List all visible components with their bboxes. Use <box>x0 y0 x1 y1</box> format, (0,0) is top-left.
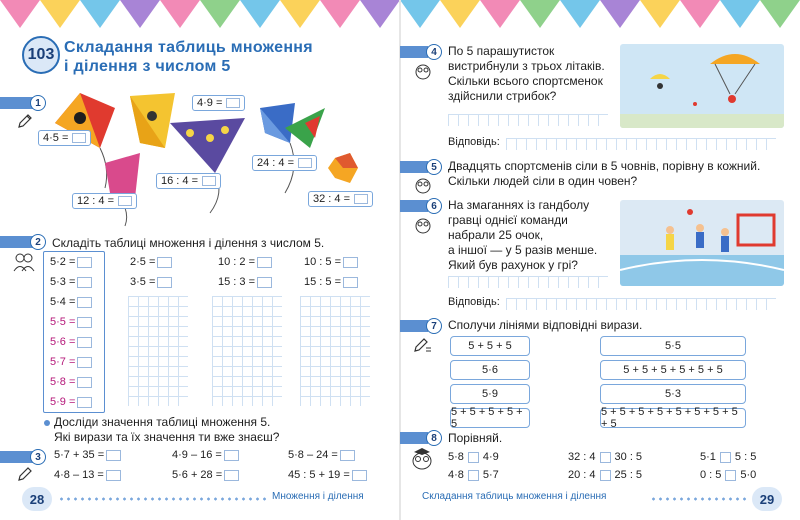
task-4-bar <box>400 46 428 58</box>
kite-expr-5[interactable]: 12 : 4 = <box>72 193 137 209</box>
task-6-line-1: На змаганнях із гандболу <box>448 198 590 212</box>
page-number-left: 28 <box>22 487 52 511</box>
match-left-4[interactable]: 5 + 5 + 5 + 5 + 5 <box>450 408 530 428</box>
task-2-number: 2 <box>30 234 46 250</box>
lesson-number: 103 <box>22 36 60 74</box>
task-4-number: 4 <box>426 44 442 60</box>
task-8-bar <box>400 432 428 444</box>
footer-text-left: Множення і ділення <box>272 491 364 502</box>
t5-col2-grid[interactable] <box>128 296 188 406</box>
compare-1-3[interactable]: 5·1 5 : 5 <box>700 451 757 463</box>
t5-expr-6[interactable]: 5·7 = <box>50 356 92 368</box>
title-line-1: Складання таблиць множення <box>64 39 313 56</box>
task-4-work-grid[interactable] <box>448 114 608 126</box>
task-6-line-4: а іншої — у 5 разів менше. <box>448 243 598 257</box>
task-6-line-2: гравці однієї команди <box>448 213 568 227</box>
match-right-3[interactable]: 5·3 <box>600 384 746 404</box>
title-line-2: і ділення з числом 5 <box>64 58 231 75</box>
task-4-line-3: Скільки всього спортсменок <box>448 74 603 88</box>
task-5-line-1: Двадцять спортсменів сіли в 5 човнів, порівну в кожний. <box>448 159 761 173</box>
task-5-bar <box>400 161 428 173</box>
task-6-number: 6 <box>426 198 442 214</box>
t5-col4-grid[interactable] <box>300 296 370 406</box>
t5-col4-expr-2[interactable]: 15 : 5 = <box>304 276 358 288</box>
owl-icon <box>414 62 432 80</box>
pencil-icon <box>16 112 34 130</box>
task-7-bar <box>400 320 428 332</box>
t3-expr-4[interactable]: 4·8 – 13 = <box>54 469 121 481</box>
task-5-line-2: Скільки людей сіли в один човен? <box>448 174 638 188</box>
match-right-1[interactable]: 5·5 <box>600 336 746 356</box>
page-title <box>64 38 313 76</box>
task-4-answer-label: Відповідь: <box>448 136 500 148</box>
right-page <box>400 0 800 520</box>
kite-expr-1[interactable]: 4·5 = <box>38 130 91 146</box>
task-6-line-5: Який був рахунок у грі? <box>448 258 578 272</box>
task-6-work-grid[interactable] <box>448 276 608 288</box>
match-left-1[interactable]: 5 + 5 + 5 <box>450 336 530 356</box>
kite-expr-6[interactable]: 32 : 4 = <box>308 191 373 207</box>
t3-expr-5[interactable]: 5·6 + 28 = <box>172 469 239 481</box>
task-1-number: 1 <box>30 95 46 111</box>
t5-expr-1[interactable]: 5·2 = <box>50 256 92 268</box>
pair-work-icon <box>12 252 36 272</box>
kite-expr-4[interactable]: 24 : 4 = <box>252 155 317 171</box>
task-4-line-4: здійснили стрибок? <box>448 89 557 103</box>
task-6-answer-grid[interactable] <box>506 298 776 310</box>
task-6-bar <box>400 200 428 212</box>
t5-col2-expr-1[interactable]: 2·5 = <box>130 256 172 268</box>
explore-line-2: Які вирази та їх значення ти вже знаєш? <box>54 430 280 444</box>
match-right-2[interactable]: 5 + 5 + 5 + 5 + 5 + 5 <box>600 360 746 380</box>
explore-line-1: Досліди значення таблиці множення 5. <box>54 415 271 429</box>
owl-graduate-icon <box>408 448 436 470</box>
footer-dots-left <box>58 497 268 501</box>
t3-expr-2[interactable]: 4·9 – 16 = <box>172 449 239 461</box>
task-4-line-2: вистрибнули з трьох літаків. <box>448 59 605 73</box>
match-left-2[interactable]: 5·6 <box>450 360 530 380</box>
kite-expr-2[interactable]: 4·9 = <box>192 95 245 111</box>
task-4-line-1: По 5 парашутисток <box>448 44 555 58</box>
task-6-answer-label: Відповідь: <box>448 296 500 308</box>
pencil-icon-2 <box>16 465 34 483</box>
explore-bullet <box>44 420 50 426</box>
t5-col2-expr-2[interactable]: 3·5 = <box>130 276 172 288</box>
pencil-lines-icon <box>412 336 432 354</box>
t5-col4-expr-1[interactable]: 10 : 5 = <box>304 256 358 268</box>
t5-expr-3[interactable]: 5·4 = <box>50 296 92 308</box>
compare-2-2[interactable]: 20 : 4 25 : 5 <box>568 469 643 481</box>
task-5-number: 5 <box>426 159 442 175</box>
parachute-photo <box>620 44 784 128</box>
task-2-instruction: Складіть таблиці множення і ділення з числом 5. <box>52 236 325 250</box>
t5-expr-4[interactable]: 5·5 = <box>50 316 92 328</box>
t5-expr-8[interactable]: 5·9 = <box>50 396 92 408</box>
t5-expr-7[interactable]: 5·8 = <box>50 376 92 388</box>
task-7-number: 7 <box>426 318 442 334</box>
t5-col3-expr-2[interactable]: 15 : 3 = <box>218 276 272 288</box>
compare-1-2[interactable]: 32 : 4 30 : 5 <box>568 451 643 463</box>
handball-photo <box>620 200 784 286</box>
kite-expr-3[interactable]: 16 : 4 = <box>156 173 221 189</box>
page-number-right: 29 <box>752 487 782 511</box>
footer-text-right: Складання таблиць множення і ділення <box>422 491 607 502</box>
task-3-number: 3 <box>30 449 46 465</box>
t5-expr-2[interactable]: 5·3 = <box>50 276 92 288</box>
task-8-instruction: Порівняй. <box>448 431 503 445</box>
t3-expr-1[interactable]: 5·7 + 35 = <box>54 449 121 461</box>
compare-1-1[interactable]: 5·8 4·9 <box>448 451 499 463</box>
owl-icon-3 <box>414 216 432 234</box>
footer-dots-right <box>650 497 750 501</box>
compare-2-3[interactable]: 0 : 5 5·0 <box>700 469 757 481</box>
t3-expr-3[interactable]: 5·8 – 24 = <box>288 449 355 461</box>
task-6-line-3: набрали 25 очок, <box>448 228 544 242</box>
t5-col3-expr-1[interactable]: 10 : 2 = <box>218 256 272 268</box>
task-7-instruction: Сполучи лініями відповідні вирази. <box>448 318 643 332</box>
task-8-number: 8 <box>426 430 442 446</box>
t5-col3-grid[interactable] <box>212 296 282 406</box>
t3-expr-6[interactable]: 45 : 5 + 19 = <box>288 469 367 481</box>
task-4-answer-grid[interactable] <box>506 138 776 150</box>
match-left-3[interactable]: 5·9 <box>450 384 530 404</box>
match-right-4[interactable]: 5 + 5 + 5 + 5 + 5 + 5 + 5 + 5 + 5 <box>600 408 746 428</box>
compare-2-1[interactable]: 4·8 5·7 <box>448 469 499 481</box>
owl-icon-2 <box>414 176 432 194</box>
t5-expr-5[interactable]: 5·6 = <box>50 336 92 348</box>
